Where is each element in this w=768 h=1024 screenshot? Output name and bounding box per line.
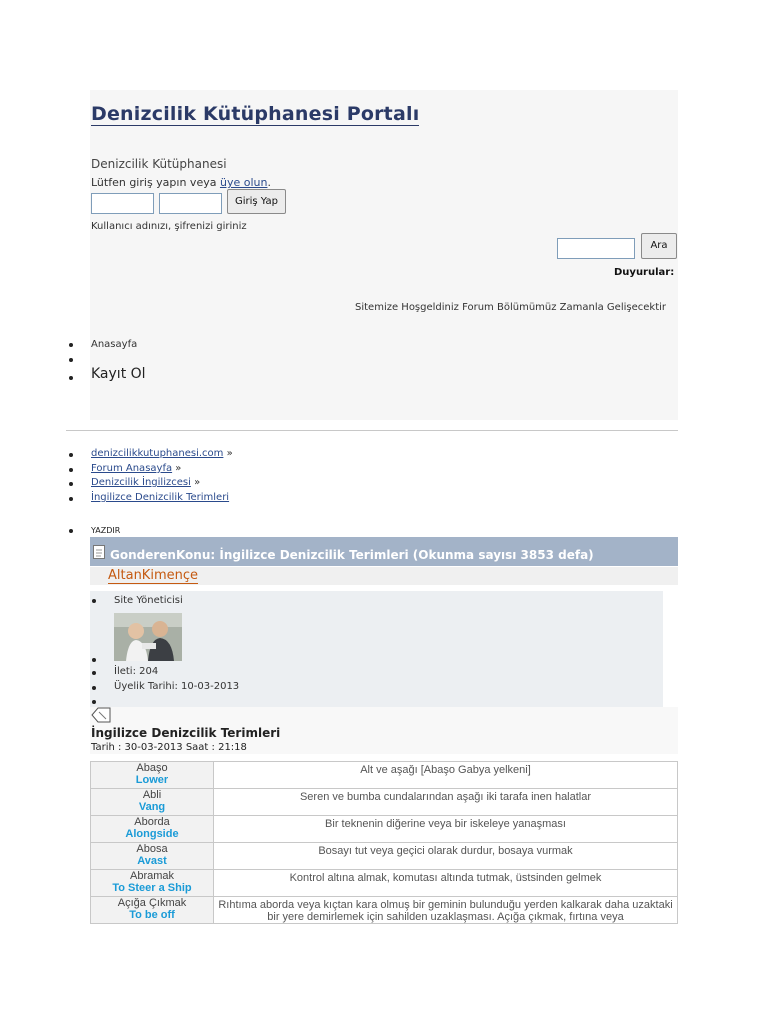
bullet bbox=[92, 700, 96, 704]
author-name-link[interactable]: AltanKimençe bbox=[108, 568, 198, 583]
term-english: Vang bbox=[138, 801, 166, 813]
login-prompt-text: Lütfen giriş yapın veya bbox=[91, 176, 220, 189]
definition-cell: Bosayı tut veya geçici olarak durdur, bosaya vurmak bbox=[214, 843, 678, 870]
term-turkish: Abaşo bbox=[136, 762, 168, 774]
term-cell bbox=[91, 870, 214, 897]
term-turkish: Açığa Çıkmak bbox=[117, 897, 187, 909]
author-role: Site Yöneticisi bbox=[114, 595, 183, 606]
document-icon-lines bbox=[94, 546, 104, 558]
terms-table bbox=[90, 761, 678, 924]
table-row bbox=[91, 762, 678, 789]
table-row bbox=[91, 870, 678, 897]
document-icon bbox=[93, 545, 105, 559]
site-title[interactable]: Denizcilik Kütüphanesi Portalı bbox=[91, 103, 420, 125]
table-row bbox=[91, 843, 678, 870]
definition-cell: Alt ve aşağı [Abaşo Gabya yelkeni] bbox=[214, 762, 678, 789]
bullet bbox=[92, 658, 96, 662]
term-turkish: Abosa bbox=[136, 843, 168, 855]
post-header-text: GonderenKonu: İngilizce Denizcilik Terimleri (Okunma sayısı 3853 defa) bbox=[110, 548, 594, 562]
bullet bbox=[69, 482, 73, 486]
term-turkish: Abli bbox=[142, 789, 162, 801]
register-link[interactable]: üye olun bbox=[219, 176, 268, 189]
login-prompt-period: . bbox=[267, 176, 271, 189]
tag-icon-shape bbox=[90, 706, 112, 724]
author-post-count: İleti: 204 bbox=[114, 666, 159, 677]
avatar[interactable] bbox=[114, 613, 182, 661]
bullet bbox=[69, 376, 73, 380]
bullet bbox=[92, 686, 96, 690]
password-input[interactable] bbox=[159, 193, 222, 214]
definition-cell: Rıhtıma aborda veya kıçtan kara olmuş bir geminin bulunduğu yerden kalkarak daha uzaktaki bir yere demirlemek için sahilden uzaklaşması. Açığa çıkmak, fırtına veya bbox=[214, 897, 678, 924]
search-input[interactable] bbox=[557, 238, 635, 259]
search-button[interactable]: Ara bbox=[641, 233, 677, 259]
post-date: Tarih : 30-03-2013 Saat : 21:18 bbox=[91, 742, 247, 753]
term-cell bbox=[91, 762, 214, 789]
bullet bbox=[92, 599, 96, 603]
print-link[interactable]: YAZDIR bbox=[91, 526, 121, 535]
breadcrumb-sep: » bbox=[226, 448, 233, 459]
nav-home[interactable]: Anasayfa bbox=[91, 339, 138, 350]
bullet bbox=[69, 468, 73, 472]
username-input[interactable] bbox=[91, 193, 154, 214]
term-cell bbox=[91, 816, 214, 843]
breadcrumb-sep: » bbox=[194, 477, 201, 488]
definition-cell: Bir teknenin diğerine veya bir iskeleye yanaşması bbox=[214, 816, 678, 843]
login-hint: Kullanıcı adınızı, şifrenizi giriniz bbox=[91, 221, 247, 232]
table-row bbox=[91, 816, 678, 843]
breadcrumb-item bbox=[91, 477, 200, 488]
post-title: İngilizce Denizcilik Terimleri bbox=[91, 726, 281, 740]
breadcrumb-sep: » bbox=[175, 463, 182, 474]
definition-cell: Seren ve bumba cundalarından aşağı iki tarafa inen halatlar bbox=[214, 789, 678, 816]
divider bbox=[66, 430, 678, 431]
avatar-image bbox=[114, 613, 182, 661]
breadcrumb-item bbox=[91, 448, 233, 459]
bullet bbox=[69, 343, 73, 347]
login-prompt bbox=[91, 176, 271, 189]
term-turkish: Aborda bbox=[134, 816, 170, 828]
login-button[interactable]: Giriş Yap bbox=[227, 189, 286, 214]
bullet bbox=[69, 453, 73, 457]
term-english: Alongside bbox=[125, 828, 179, 840]
term-cell bbox=[91, 843, 214, 870]
breadcrumb-item bbox=[91, 463, 181, 474]
definition-cell: Kontrol altına almak, komutası altında tutmak, üstsinden gelmek bbox=[214, 870, 678, 897]
term-english: Avast bbox=[137, 855, 167, 867]
bullet bbox=[92, 671, 96, 675]
announcement-marquee: Sitemize Hoşgeldiniz Forum Bölümümüz Zamanla Gelişecektir bbox=[355, 302, 667, 313]
brand-label: Denizcilik Kütüphanesi bbox=[91, 157, 227, 171]
table-row bbox=[91, 789, 678, 816]
term-turkish: Abramak bbox=[129, 870, 175, 882]
nav-register[interactable]: Kayıt Ol bbox=[91, 366, 146, 382]
announcements-label: Duyurular: bbox=[614, 267, 675, 278]
bullet bbox=[69, 497, 73, 501]
term-cell bbox=[91, 789, 214, 816]
breadcrumb-link-forum[interactable]: Forum Anasayfa bbox=[91, 463, 173, 474]
tag-icon bbox=[90, 706, 112, 728]
breadcrumb-link-home[interactable]: denizcilikkutuphanesi.com bbox=[91, 448, 224, 459]
author-join-date: Üyelik Tarihi: 10-03-2013 bbox=[114, 681, 240, 692]
breadcrumb-item bbox=[91, 492, 229, 503]
bullet bbox=[69, 529, 73, 533]
breadcrumb-link-topic[interactable]: İngilizce Denizcilik Terimleri bbox=[91, 492, 230, 503]
term-english: Lower bbox=[135, 774, 169, 786]
term-english: To be off bbox=[129, 909, 175, 921]
bullet bbox=[69, 358, 73, 362]
term-cell bbox=[91, 897, 214, 924]
breadcrumb-link-category[interactable]: Denizcilik İngilizcesi bbox=[91, 477, 191, 488]
term-english: To Steer a Ship bbox=[112, 882, 192, 894]
table-row bbox=[91, 897, 678, 924]
